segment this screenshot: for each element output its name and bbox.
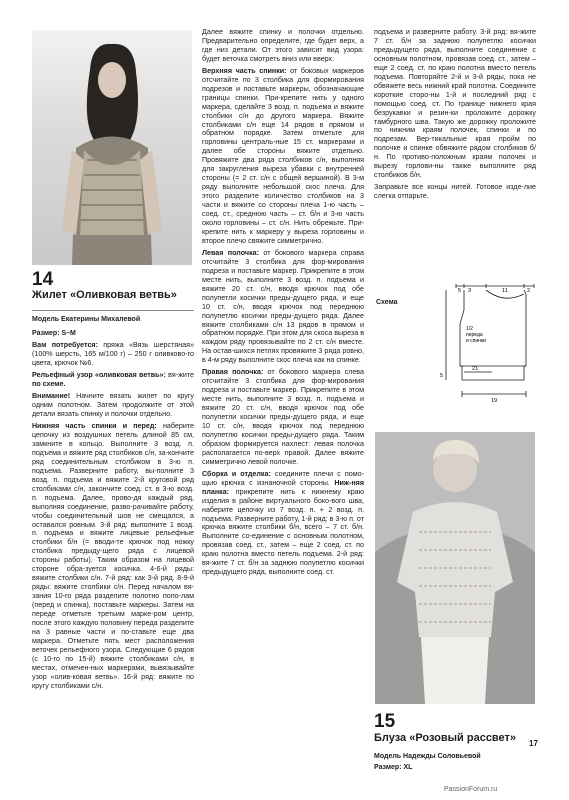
col1-para-3: Нижняя часть спинки и перед: наберите цепочку из воздушных петель длиной 85 см, замкните в кольцо. Выполните 3 возд. п. подъема и вяжите ряд столбиков с/н, за-кончите ряд соединительным столбиком в 3-ю п. подъема. Разверните работу, вы-полните 3 возд. п. подъема и вяжите 2-й круговой ряд столбиками с/н, закончите соед. ст. в 3-ю возд. п. подъема. Далее, прово-дя каждый ряд, выполняя соединение, разво-рачивайте работу, чтобы соединительный шов не смещался, а оставался ровным. 3-й ряд: выполните 1 возд. п. подъема и вяжите лицевые рельефные столбики б/н (= вводи-те крючок под ножку столбика предыду-щего ряда с лицевой стороны работы). Таким образом на лицевой стороне обра-зуется косичка. 4-6-й ряды: вяжите столбики с/н. 7-й ряд: как 3-й ряд. 8-9-й ряды: вяжите столбики с/н. Перед началом вя-зания 10-го ряда разделите полотно попо-лам (перед и спинка), поставьте маркеры. Затем на переде отметьте третьим марке-ром центр, после этого каждую половину переда разделите на 3 равные части и по-ставьте еще два маркера. Отметьте пять мест расположения веточек рельефного узора. Следующие 6 рядов (с 10-го по 15-й) вяжите столбиками с/н, в местах, отмечен-ных маркерами, вывязывайте узор «олив-ковая ветвь». 16-й ряд: вяжите по кругу столбиками с/н.: [32, 422, 194, 690]
model-15-size: Размер: XL: [374, 764, 413, 771]
schema-half-label: [466, 326, 486, 344]
col2-para-2: Левая полочка: от бокового маркера справа отсчитайте 3 столбика для фор-мирования подреза и поставьте маркер. Прикрепите в этом месте нить, выполните 3 возд. п. подъема и вяжите 20 ст. с/н, вводя крючок под обе полупетли косички преды-дущего ряда, и еще 10 ст. с/н, вводя крючок под переднюю полупетлю косички преды-дущего ряда. Далее вяжите столбиками с/н 13 рядов в прямом и обратном порядке. При этом для скоса выреза в каждом ряду провязывайте по 2 ст. с/н вместе. На остав-шихся петлях провяжите 3 ряда ровно, в 4-м ряду выполните скос плеча как на спинке.: [202, 248, 364, 365]
model-14-number: 14: [32, 269, 54, 290]
dim-c: 11: [502, 288, 508, 294]
schema-drawing: [374, 282, 536, 412]
col3-para-1: Заправьте все концы нитей. Готовое изде-лие слегка отпарьте.: [374, 183, 536, 201]
col2-para-4: Сборка и отделка: соедините плечи с помо-щью крючка с изнаночной стороны. Ниж-няя планка: прикрепите нить к нижнему краю изделия в районе виртуального боко-вого шва, наберите цепочку из 7 возд. п. + 2 возд. п. подъема. Разверните работу, 1-й ряд: в 3-ю п. от крючка вяжите столбики б/н, всего – 7 ст. б/н. Выполните со-единение с основным полотном, провязав соед. ст., затем – еще 2 соед. ст. по краю полотна вместо петель подъема. 2-й ряд: вя-жите 7 ст. б/н за заднюю полупетлю косички предыдущего ряда, выполните соед. ст.: [202, 469, 364, 577]
dim-f: 5: [440, 373, 444, 379]
col1-para-1: Рельефный узор «оливковая ветвь»: вя-жите по схеме.: [32, 371, 194, 389]
pattern-schema: [374, 282, 536, 412]
model-15-number: 15: [374, 711, 396, 732]
model-14-author: Модель Екатерины Михалевой: [32, 316, 141, 323]
text-column-3: [374, 28, 536, 278]
half-line-1: 1/2: [466, 326, 473, 332]
col1-para-2: Внимание! Начните вязать жилет по кругу одним полотном. Затем продолжите от этой детали вязать спинку и полочки отдельно.: [32, 392, 194, 419]
schema-title: Схема: [376, 299, 398, 306]
dim-d: 2: [527, 288, 531, 294]
dim-b: 3: [468, 288, 472, 294]
dim-g: 19: [491, 398, 498, 404]
half-line-3: и спинки: [466, 338, 486, 344]
model-15-author: Модель Надежды Соловьевой: [374, 753, 481, 760]
col2-para-0: Далее вяжите спинку и полочки отдельно. Предварительно определите, где будет верх, а где низ детали. От этого зависит вид узора: будет веточка смотреть вниз или вверх.: [202, 28, 364, 63]
model-15-title: Блуза «Розовый рассвет»: [374, 732, 517, 744]
text-column-1: [32, 330, 194, 775]
vest-photo-illustration: [32, 30, 192, 265]
half-line-2: переда: [466, 332, 483, 338]
watermark: PassionForum.ru: [444, 786, 498, 793]
col1-para-0: Вам потребуется: пряжа «Вязь шерстяная» (100% шерсть, 165 м/100 г) – 250 г оливково-го цвета, крючок №6.: [32, 341, 194, 368]
model-14-size: Размер: S–M: [32, 330, 76, 337]
page-number: 17: [529, 739, 538, 748]
model-14-photo: [32, 30, 192, 265]
heading-divider: [32, 310, 194, 311]
col2-para-1: Верхняя часть спинки: от боковых маркеров отсчитайте по 3 столбика для формирования подрезов и поставьте маркеры, обозначающие границы спинки. При-крепите нить у одного маркера, сделайте 3 возд. п. подъема и вяжите столбики с/н до другого маркера. Вяжите столбиками с/н еще 14 рядов в прямом и обратном порядке. Затем отметьте для горловины централь-ные 15 ст. маркерами и далее обе стороны вяжите отдельно. Провяжите два ряда столбиков с/н, выполняя для закругления выреза убавки с внутренней стороны (= 2 ст. с/н с общей вершиной). В 3-м ряду выполните небольшой скос плеча. Для этого разделите количество столбиков на 3 части и вяжите со стороны плеча 1-ю часть – соед. ст., среднюю часть – ст. б/н и 3-ю часть около горловины – ст. с/н. Нить обрежьте. При-крепите нить к маркеру у выреза горловины и второе плечо свяжите симметрично.: [202, 66, 364, 245]
dim-a: 5: [458, 288, 462, 294]
text-column-2: [202, 28, 364, 775]
col3-para-0: подъема и разверните работу. 3-й ряд: вя-жите 7 ст. б/н за заднюю полупетлю косички предыдущего ряда, выполните соединение с основным полотном, провязав соед. ст., затем – еще 2 соед. ст. по краю полотна вместо петель подъема. Повторяйте 2-й и 3-й ряды, пока не обвяжете весь нижний край полотна. Соедините короткие сторо-ны 1-й и последний ряд с помощью соед. ст. По границе нижнего края безрукавки и резин-ки проложите дорожку тамбурного шва. Такую же дорожку проложите по нижним краям полочек, спинки и по подрезам. Вер-тикальные края пройм по полочке и спинке обвяжите рядом столбиков б/н. По противо-положным краям полочек и вырезу горлови-ны также выполните ряд столбиков б/н.: [374, 28, 536, 180]
blouse-photo-illustration: [375, 432, 535, 704]
model-14-title: Жилет «Оливковая ветвь»: [32, 289, 177, 301]
col2-para-3: Правая полочка: от бокового маркера слева отсчитайте 3 столбика для фор-мирования подреза и поставьте маркер. Прикрепите в этом месте нить, выполните 3 возд. п. подъема и вяжите 20 ст. с/н, вводя крючок под обе полупетли косички преды-дущего ряда, и еще 10 ст. с/н, вводя крючок под переднюю полупетлю косички преды-дущего ряда. Таким образом формируется нахлест: левая полочка располагается по-верх правой. Далее вяжите симметрично левой полочке.: [202, 368, 364, 466]
dim-e: 21: [472, 366, 479, 372]
model-15-photo: [375, 432, 535, 704]
